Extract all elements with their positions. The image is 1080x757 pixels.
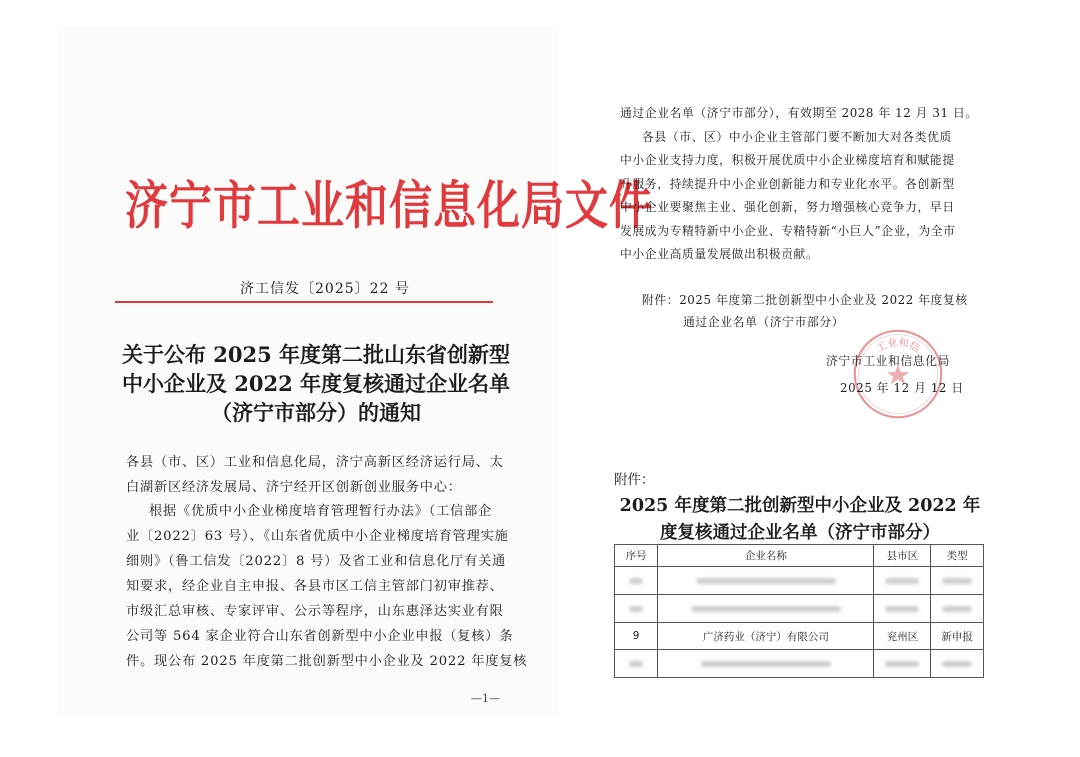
body-line: 知要求，经企业自主申报、各县市区工信主管部门初审推荐、: [126, 579, 504, 594]
body-line: 各县（市、区）中小企业主管部门要不断加大对各类优质: [642, 130, 952, 144]
header-county: 县市区: [874, 545, 931, 567]
redacted-bar: [885, 661, 919, 667]
body-line: 件。现公布 2025 年度第二批创新型中小企业及 2022 年度复核: [126, 654, 528, 669]
red-divider-line: [115, 301, 493, 303]
seal-text: 工业和信: [874, 336, 922, 355]
body-line: 升服务，持续提升中小企业创新能力和专业化水平。各创新型: [620, 177, 955, 191]
document-header: 济宁市工业和信息化局文件: [125, 176, 653, 237]
redacted-bar: [885, 606, 919, 612]
body-line: 公司等 564 家企业符合山东省创新型中小企业申报（复核）条: [126, 629, 514, 644]
redacted-bar: [942, 606, 972, 612]
notice-title: 关于公布 2025 年度第二批山东省创新型中小企业及 2022 年度复核通过企业名单（济宁市部分）的通知: [121, 342, 511, 425]
redacted-bar: [885, 578, 919, 584]
annex-title: 2025 年度第二批创新型中小企业及 2022 年度复核通过企业名单（济宁市部分）: [619, 496, 981, 543]
cell-county: 兖州区: [874, 623, 931, 650]
cell-company-name: 广济药业（济宁）有限公司: [658, 623, 874, 650]
redacted-bar: [629, 661, 643, 667]
body-line: 发展成为专精特新中小企业、专精特新“小巨人”企业，为全市: [620, 224, 956, 238]
body-line: 各县（市、区）工业和信息化局，济宁高新区经济运行局、太: [126, 455, 504, 470]
official-seal-icon: [851, 327, 945, 421]
redacted-bar: [701, 661, 831, 667]
redacted-bar: [629, 606, 643, 612]
header-type: 类型: [931, 545, 984, 567]
table-header-row: [615, 545, 984, 567]
attachment-line: 通过企业名单（济宁市部分）: [683, 315, 845, 329]
table-row-redacted: [615, 595, 984, 623]
table-row-redacted: [615, 567, 984, 595]
table-row: [615, 623, 984, 650]
company-list-table: [614, 544, 984, 678]
signature-organization: 济宁市工业和信息化局: [826, 354, 950, 368]
redacted-bar: [629, 578, 643, 584]
body-line: 根据《优质中小企业梯度培育管理暂行办法》（工信部企: [149, 504, 493, 519]
body-line: 中小企业支持力度，积极开展优质中小企业梯度培育和赋能提: [620, 153, 955, 167]
body-line: 市级汇总审核、专家评审、公示等程序，山东惠泽达实业有限: [126, 604, 504, 619]
header-seq: 序号: [615, 545, 658, 567]
redacted-bar: [696, 578, 836, 584]
page-number: —1—: [471, 692, 500, 705]
document-number: 济工信发〔2025〕22 号: [240, 281, 410, 297]
table-row-redacted: [615, 650, 984, 678]
body-line: 中小企业高质量发展做出积极贡献。: [620, 247, 819, 261]
body-line: 业〔2022〕63 号）、《山东省优质中小企业梯度培育管理实施: [126, 529, 509, 544]
cell-seq: 9: [615, 623, 658, 650]
redacted-bar: [691, 606, 841, 612]
signature-date: 2025 年 12 月 12 日: [840, 381, 964, 395]
cell-type: 新申报: [931, 623, 984, 650]
header-company-name: 企业名称: [658, 545, 874, 567]
redacted-bar: [942, 578, 972, 584]
body-line: 中小企业要聚焦主业、强化创新，努力增强核心竞争力，早日: [620, 200, 955, 214]
annex-label: 附件：: [614, 472, 655, 488]
attachment-line: 附件：2025 年度第二批创新型中小企业及 2022 年度复核: [642, 293, 968, 307]
redacted-bar: [942, 661, 972, 667]
body-line: 通过企业名单（济宁市部分），有效期至 2028 年 12 月 31 日。: [620, 106, 978, 120]
body-line: 白湖新区经济发展局、济宁经开区创新创业服务中心：: [126, 480, 462, 495]
body-line: 细则》（鲁工信发〔2022〕8 号）及省工业和信息化厅有关通: [126, 554, 507, 569]
